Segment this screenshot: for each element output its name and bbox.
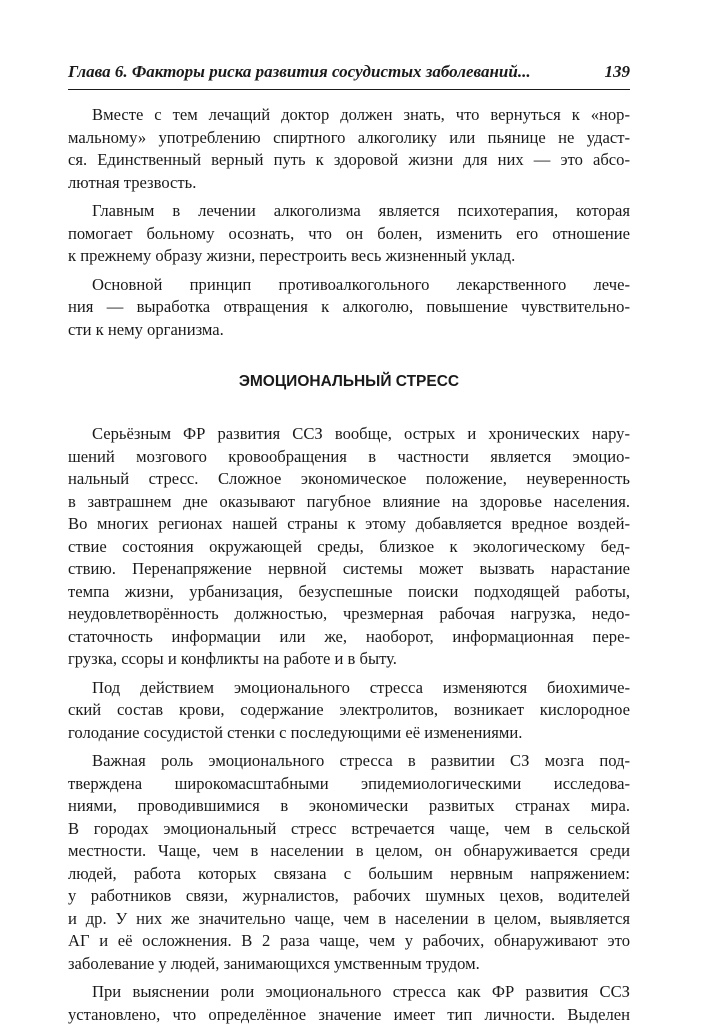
paragraph bbox=[68, 274, 630, 342]
text-line: сти к нему организма. bbox=[68, 319, 224, 339]
text-line: Серьёзным ФР развития ССЗ вообще, острых и хронических нару- bbox=[92, 424, 630, 443]
paragraph bbox=[68, 200, 630, 268]
text-line: людей, работа которых связана с большим нервным напряжением: bbox=[68, 863, 630, 883]
text-line: голодание сосудистой стенки с последующими её изменениями. bbox=[68, 722, 523, 742]
running-header bbox=[68, 62, 630, 88]
text-line: ский состав крови, содержание электролитов, возникает кислородное bbox=[68, 700, 630, 719]
section-heading: ЭМОЦИОНАЛЬНЫЙ СТРЕСС bbox=[238, 373, 460, 390]
paragraph bbox=[68, 677, 630, 745]
page-number: 139 bbox=[604, 62, 630, 81]
text-line: статочность информации или же, наоборот, информационная пере- bbox=[68, 626, 630, 646]
text-line: темпа жизни, урбанизация, безуспешные поиски подходящей работы, bbox=[68, 581, 630, 601]
text-line: и др. У них же значительно чаще, чем в населении в целом, выявляется bbox=[68, 908, 630, 928]
body-text bbox=[68, 104, 630, 1032]
text-line: установлено, что определённое значение имеет тип личности. Выделен bbox=[68, 1004, 630, 1024]
text-line: у работников связи, журналистов, рабочих шумных цехов, водителей bbox=[68, 886, 630, 905]
chapter-title: Глава 6. Факторы риска развития сосудистых заболеваний... bbox=[68, 62, 531, 81]
paragraph bbox=[68, 104, 630, 194]
text-line: АГ и её осложнения. В 2 раза чаще, чем у рабочих, обнаруживают это bbox=[68, 931, 630, 950]
text-line: помогает больному осознать, что он болен, изменить его отношение bbox=[68, 223, 630, 243]
paragraph bbox=[68, 423, 630, 671]
text-line: ния — выработка отвращения к алкоголю, повышение чувствительно- bbox=[68, 297, 630, 316]
text-line: в завтрашнем дне оказывают пагубное влияние на здоровье населения. bbox=[68, 491, 630, 511]
text-line: В городах эмоциональный стресс встречается чаще, чем в сельской bbox=[68, 818, 630, 838]
text-line: местности. Чаще, чем в населении в целом, он обнаруживается среди bbox=[68, 841, 630, 860]
text-line: Во многих регионах нашей страны к этому добавляется вредное воздей- bbox=[68, 514, 630, 533]
text-line: ниями, проводившимися в экономически развитых странах мира. bbox=[68, 796, 630, 815]
text-line: к прежнему образу жизни, перестроить весь жизненный уклад. bbox=[68, 246, 516, 265]
text-line: грузка, ссоры и конфликты на работе и в быту. bbox=[68, 649, 397, 668]
text-line: При выяснении роли эмоционального стресса как ФР развития ССЗ bbox=[92, 982, 630, 1001]
text-line: Основной принцип противоалкогольного лекарственного лече- bbox=[92, 274, 630, 294]
text-line: Вместе с тем лечащий доктор должен знать, что вернуться к «нор- bbox=[92, 105, 630, 124]
text-line: ся. Единственный верный путь к здоровой жизни для них — это абсо- bbox=[68, 150, 630, 169]
text-line: заболевание у людей, занимающихся умственным трудом. bbox=[68, 953, 480, 973]
header-rule bbox=[68, 89, 630, 90]
text-line: неудовлетворённость должностью, чрезмерная рабочая нагрузка, недо- bbox=[68, 604, 630, 623]
text-line: лютная трезвость. bbox=[68, 172, 197, 192]
paragraph bbox=[68, 750, 630, 975]
text-line: Под действием эмоционального стресса изменяются биохимиче- bbox=[92, 677, 630, 697]
text-line: Главным в лечении алкоголизма является психотерапия, которая bbox=[92, 201, 630, 220]
text-line: ствию. Перенапряжение нервной системы может вызвать нарастание bbox=[68, 559, 630, 578]
text-line: Важная роль эмоционального стресса в развитии СЗ мозга под- bbox=[92, 751, 630, 770]
paragraph bbox=[68, 981, 630, 1026]
text-line: мальному» употреблению спиртного алкоголику или пьянице не удаст- bbox=[68, 127, 630, 147]
text-line: тверждена широкомасштабными эпидемиологическими исследова- bbox=[68, 773, 630, 793]
text-line: нальный стресс. Сложное экономическое положение, неуверенность bbox=[68, 469, 630, 488]
text-line: шений мозгового кровообращения в частности является эмоцио- bbox=[68, 446, 630, 466]
text-line: ствие состояния окружающей среды, близкое к экологическому бед- bbox=[68, 536, 630, 556]
